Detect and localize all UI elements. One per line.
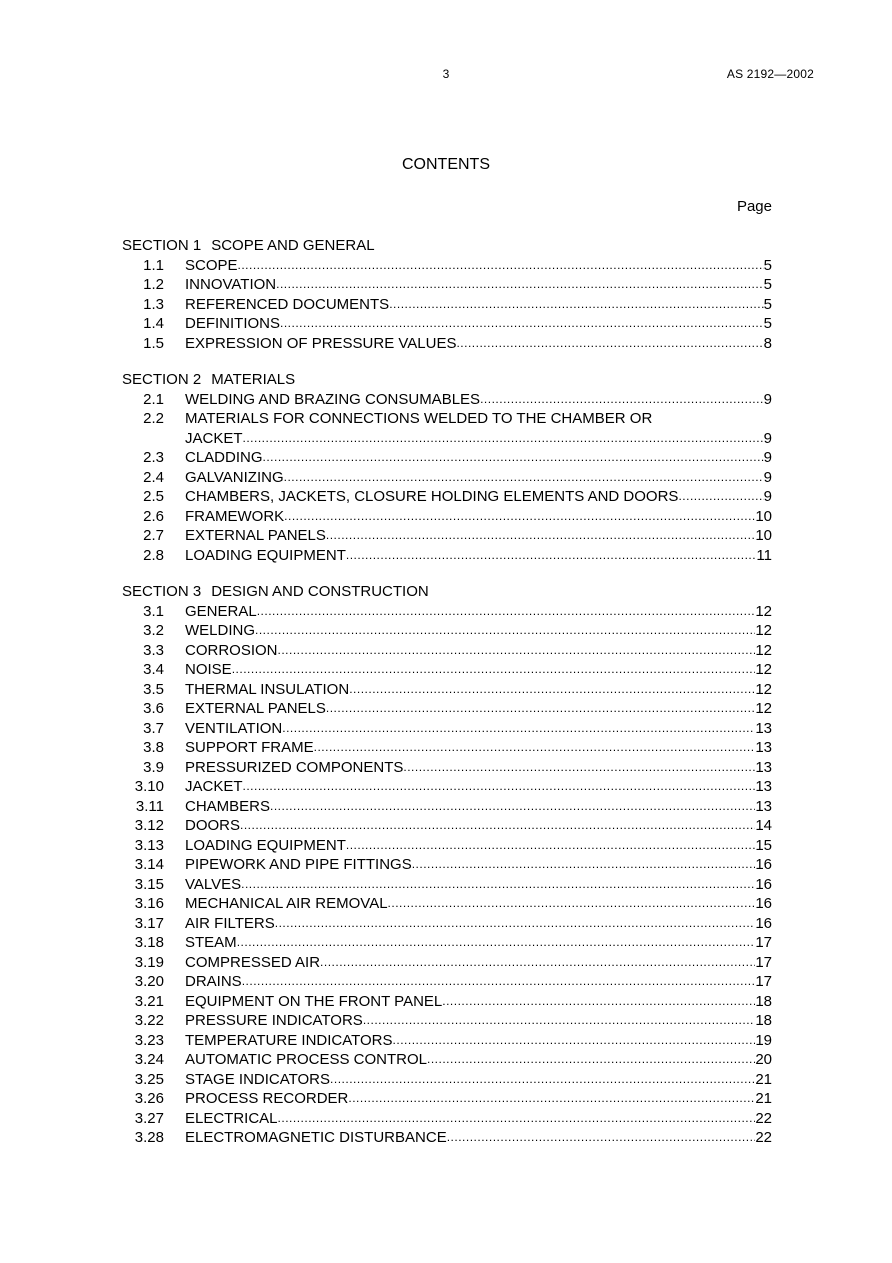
dot-leader: [238, 256, 764, 276]
entry-number: 3.9: [143, 758, 164, 776]
entry-page: 16: [755, 856, 772, 873]
entry-page: 5: [763, 256, 772, 274]
dot-leader: [326, 699, 755, 719]
dot-leader: [242, 972, 756, 992]
toc-entry[interactable]: [122, 875, 772, 895]
dot-leader: [270, 797, 755, 817]
dot-leader: [257, 602, 756, 622]
entry-label: GALVANIZING: [185, 468, 284, 486]
toc-entry[interactable]: [122, 1050, 772, 1070]
entry-number: 3.20: [134, 973, 164, 990]
dot-leader: [263, 448, 764, 468]
entry-label: EXTERNAL PANELS: [185, 527, 326, 544]
entry-number: 3.13: [134, 836, 164, 854]
entry-number: 3.25: [134, 1070, 164, 1088]
entry-page: 22: [755, 1109, 772, 1127]
toc-entry[interactable]: [122, 933, 772, 953]
dot-leader: [348, 1089, 755, 1109]
entry-number: 2.1: [143, 390, 164, 408]
entry-number: 3.2: [143, 622, 164, 639]
entry-label: LOADING EQUIPMENT: [185, 546, 346, 564]
entry-page: 18: [755, 992, 772, 1010]
toc-entry[interactable]: [122, 894, 772, 914]
entry-number: 2.8: [143, 546, 164, 564]
dot-leader: [275, 914, 756, 934]
dot-leader: [412, 855, 756, 875]
dot-leader: [447, 1128, 756, 1148]
toc-entry[interactable]: [122, 448, 772, 468]
entry-page: 16: [755, 914, 772, 932]
entry-label: INNOVATION: [185, 276, 277, 293]
entry-number: 3.5: [143, 680, 164, 698]
toc-entry[interactable]: [122, 855, 772, 875]
entry-label-line1: MATERIALS FOR CONNECTIONS WELDED TO THE CHAMBER OR: [185, 410, 653, 427]
entry-page: 9: [763, 429, 772, 447]
entry-page: 13: [755, 739, 772, 756]
dot-leader: [282, 719, 755, 739]
entry-label: AUTOMATIC PROCESS CONTROL: [185, 1051, 427, 1068]
entry-number: 3.8: [143, 739, 164, 756]
dot-leader: [240, 816, 755, 836]
entry-label: CHAMBERS, JACKETS, CLOSURE HOLDING ELEMENTS AND DOORS: [185, 488, 679, 505]
section-spacer: [122, 565, 772, 582]
dot-leader: [480, 390, 764, 410]
section-number: SECTION 3: [122, 583, 202, 600]
toc-entry[interactable]: [122, 487, 772, 507]
entry-number: 3.23: [134, 1031, 164, 1049]
entry-label: REFERENCED DOCUMENTS: [185, 295, 390, 313]
entry-number: 3.14: [134, 856, 164, 873]
entry-page: 16: [755, 895, 772, 912]
entry-label: COMPRESSED AIR: [185, 953, 321, 971]
toc-entry[interactable]: [122, 758, 772, 778]
entry-page: 12: [755, 700, 772, 717]
entry-number: 2.6: [143, 507, 164, 525]
entry-label: PROCESS RECORDER: [185, 1090, 349, 1107]
toc-entry[interactable]: [122, 797, 772, 817]
entry-number: 1.2: [143, 276, 164, 293]
entry-number: 3.15: [134, 875, 164, 893]
entry-number: 1.5: [143, 334, 164, 352]
entry-label: STAGE INDICATORS: [185, 1070, 331, 1088]
toc-entry[interactable]: [122, 409, 772, 448]
entry-label: ELECTROMAGNETIC DISTURBANCE: [185, 1129, 447, 1146]
entry-number: 3.12: [134, 817, 164, 834]
entry-page: 13: [755, 719, 772, 737]
toc-entry[interactable]: [122, 816, 772, 836]
toc-entry[interactable]: [122, 914, 772, 934]
entry-page: 8: [763, 334, 772, 352]
section-title: MATERIALS: [211, 371, 296, 388]
dot-leader: [232, 660, 756, 680]
toc-entry[interactable]: [122, 621, 772, 641]
entry-number: 3.17: [134, 914, 164, 932]
toc-entry[interactable]: [122, 777, 772, 797]
dot-leader: [255, 621, 755, 641]
entry-number: 3.10: [134, 778, 164, 795]
toc-entry[interactable]: [122, 468, 772, 488]
dot-leader: [389, 295, 763, 315]
toc-entry[interactable]: [122, 660, 772, 680]
toc-entry[interactable]: [122, 275, 772, 295]
section-heading: [122, 236, 772, 256]
entry-label: DOORS: [185, 817, 241, 834]
entry-page: 12: [755, 641, 772, 659]
toc-entry[interactable]: [122, 1089, 772, 1109]
toc-entry[interactable]: [122, 641, 772, 661]
dot-leader: [427, 1050, 755, 1070]
dot-leader: [278, 1109, 756, 1129]
dot-leader: [284, 507, 755, 527]
entry-page: 5: [763, 276, 772, 293]
entry-label: ELECTRICAL: [185, 1109, 278, 1127]
entry-page: 9: [763, 468, 772, 486]
dot-leader: [403, 758, 755, 778]
toc-entry[interactable]: [122, 738, 772, 758]
entry-label: NOISE: [185, 661, 232, 678]
entry-number: 3.6: [143, 700, 164, 717]
toc-entry[interactable]: [122, 1128, 772, 1148]
toc-entry[interactable]: [122, 602, 772, 622]
toc-entry[interactable]: [122, 836, 772, 856]
entry-page: 9: [763, 390, 772, 408]
entry-label: LOADING EQUIPMENT: [185, 836, 346, 854]
entry-page: 21: [755, 1090, 772, 1107]
table-of-contents: [122, 236, 772, 1148]
entry-label: GENERAL: [185, 602, 257, 620]
entry-page: 5: [763, 315, 772, 332]
entry-number: 2.2: [143, 410, 164, 427]
dot-leader: [388, 894, 756, 914]
entry-page: 12: [755, 680, 772, 698]
dot-leader: [280, 314, 764, 334]
toc-entry[interactable]: [122, 1109, 772, 1129]
entry-label: PRESSURIZED COMPONENTS: [185, 758, 404, 776]
entry-label: DEFINITIONS: [185, 315, 281, 332]
dot-leader: [442, 992, 755, 1012]
entry-page: 13: [755, 778, 772, 795]
entry-number: 3.19: [134, 953, 164, 971]
entry-page: 17: [755, 973, 772, 990]
contents-title: CONTENTS: [402, 156, 490, 173]
entry-label: WELDING AND BRAZING CONSUMABLES: [185, 390, 481, 408]
entry-number: 3.24: [134, 1051, 164, 1068]
dot-leader: [678, 487, 763, 507]
dot-leader: [276, 275, 764, 295]
entry-page: 11: [756, 546, 772, 564]
entry-label: WELDING: [185, 622, 256, 639]
toc-entry[interactable]: [122, 256, 772, 276]
toc-entry[interactable]: [122, 334, 772, 354]
entry-number: 3.28: [134, 1129, 164, 1146]
entry-number: 1.3: [143, 295, 164, 313]
entry-label: MECHANICAL AIR REMOVAL: [185, 895, 388, 912]
entry-label: SCOPE: [185, 256, 238, 274]
entry-label: PIPEWORK AND PIPE FITTINGS: [185, 856, 412, 873]
entry-number: 2.3: [143, 449, 164, 466]
entry-number: 3.11: [135, 797, 164, 815]
dot-leader: [330, 1070, 755, 1090]
toc-entry[interactable]: [122, 526, 772, 546]
entry-label: AIR FILTERS: [185, 914, 275, 932]
toc-entry[interactable]: [122, 992, 772, 1012]
entry-number: 3.22: [134, 1012, 164, 1029]
toc-entry[interactable]: [122, 953, 772, 973]
entry-page: 20: [755, 1051, 772, 1068]
section-heading: [122, 582, 772, 602]
section-title: DESIGN AND CONSTRUCTION: [211, 583, 429, 600]
entry-label: TEMPERATURE INDICATORS: [185, 1031, 393, 1049]
entry-number: 2.4: [143, 468, 164, 486]
entry-label: JACKET: [185, 778, 243, 795]
toc-entry[interactable]: [122, 1031, 772, 1051]
entry-label: CORROSION: [185, 641, 278, 659]
page-column-label: Page: [736, 198, 772, 215]
toc-entry[interactable]: [122, 390, 772, 410]
dot-leader: [363, 1011, 756, 1031]
toc-entry[interactable]: [122, 680, 772, 700]
entry-number: 1.4: [143, 315, 164, 332]
entry-page: 17: [755, 953, 772, 971]
dot-leader: [349, 680, 755, 700]
toc-entry[interactable]: [122, 1070, 772, 1090]
dot-leader: [237, 933, 756, 953]
dot-leader: [314, 738, 756, 758]
entry-number: 3.1: [143, 602, 164, 620]
entry-label: STEAM: [185, 934, 237, 951]
entry-number: 2.5: [143, 488, 164, 505]
entry-page: 19: [755, 1031, 772, 1049]
entry-label: THERMAL INSULATION: [185, 680, 350, 698]
page-number: 3: [442, 67, 450, 81]
entry-number: 1.1: [143, 256, 164, 274]
entry-page: 14: [755, 817, 772, 834]
entry-label: PRESSURE INDICATORS: [185, 1012, 363, 1029]
entry-page: 16: [755, 875, 772, 893]
entry-page: 9: [763, 449, 772, 466]
entry-number: 3.7: [143, 719, 164, 737]
dot-leader: [241, 875, 755, 895]
entry-page: 10: [755, 507, 772, 525]
entry-page: 21: [755, 1070, 772, 1088]
toc-entry[interactable]: [122, 972, 772, 992]
entry-page: 13: [755, 758, 772, 776]
entry-number: 3.4: [143, 661, 164, 678]
entry-page: 12: [755, 622, 772, 639]
dot-leader: [278, 641, 756, 661]
dot-leader: [456, 334, 763, 354]
entry-label: CLADDING: [185, 449, 263, 466]
entry-label: VENTILATION: [185, 719, 283, 737]
entry-label: DRAINS: [185, 973, 242, 990]
entry-page: 15: [755, 836, 772, 854]
entry-number: 3.26: [134, 1090, 164, 1107]
entry-page: 12: [755, 602, 772, 620]
entry-label: CHAMBERS: [185, 797, 271, 815]
entry-label: SUPPORT FRAME: [185, 739, 314, 756]
entry-page: 22: [755, 1129, 772, 1146]
entry-label: EXTERNAL PANELS: [185, 700, 326, 717]
entry-number: 3.18: [134, 934, 164, 951]
dot-leader: [393, 1031, 756, 1051]
document-id: AS 2192—2002: [726, 67, 814, 81]
entry-number: 2.7: [143, 527, 164, 544]
section-heading: [122, 370, 772, 390]
entry-number: 3.27: [134, 1109, 164, 1127]
entry-page: 5: [763, 295, 772, 313]
entry-number: 3.3: [143, 641, 164, 659]
dot-leader: [320, 953, 755, 973]
toc-entry[interactable]: [122, 314, 772, 334]
dot-leader: [346, 546, 757, 566]
dot-leader: [326, 526, 755, 546]
entry-page: 18: [755, 1012, 772, 1029]
section-spacer: [122, 353, 772, 370]
entry-page: 12: [755, 661, 772, 678]
entry-number: 3.21: [134, 992, 164, 1010]
dot-leader: [243, 777, 756, 797]
section-number: SECTION 2: [122, 371, 202, 388]
section-number: SECTION 1: [122, 237, 202, 254]
section-title: SCOPE AND GENERAL: [211, 237, 375, 254]
entry-number: 3.16: [134, 895, 164, 912]
toc-entry[interactable]: [122, 295, 772, 315]
toc-entry[interactable]: [122, 699, 772, 719]
dot-leader: [346, 836, 755, 856]
toc-entry[interactable]: [122, 1011, 772, 1031]
toc-entry[interactable]: [122, 507, 772, 527]
entry-page: 13: [755, 797, 772, 815]
entry-page: 9: [763, 488, 772, 505]
entry-label: JACKET: [185, 429, 243, 447]
dot-leader: [243, 429, 764, 449]
toc-entry[interactable]: [122, 719, 772, 739]
entry-page: 17: [755, 934, 772, 951]
entry-page: 10: [755, 527, 772, 544]
entry-label: VALVES: [185, 875, 242, 893]
dot-leader: [284, 468, 764, 488]
entry-label: EXPRESSION OF PRESSURE VALUES: [185, 334, 457, 352]
entry-label: FRAMEWORK: [185, 507, 285, 525]
toc-entry[interactable]: [122, 546, 772, 566]
entry-label: EQUIPMENT ON THE FRONT PANEL: [185, 992, 443, 1010]
